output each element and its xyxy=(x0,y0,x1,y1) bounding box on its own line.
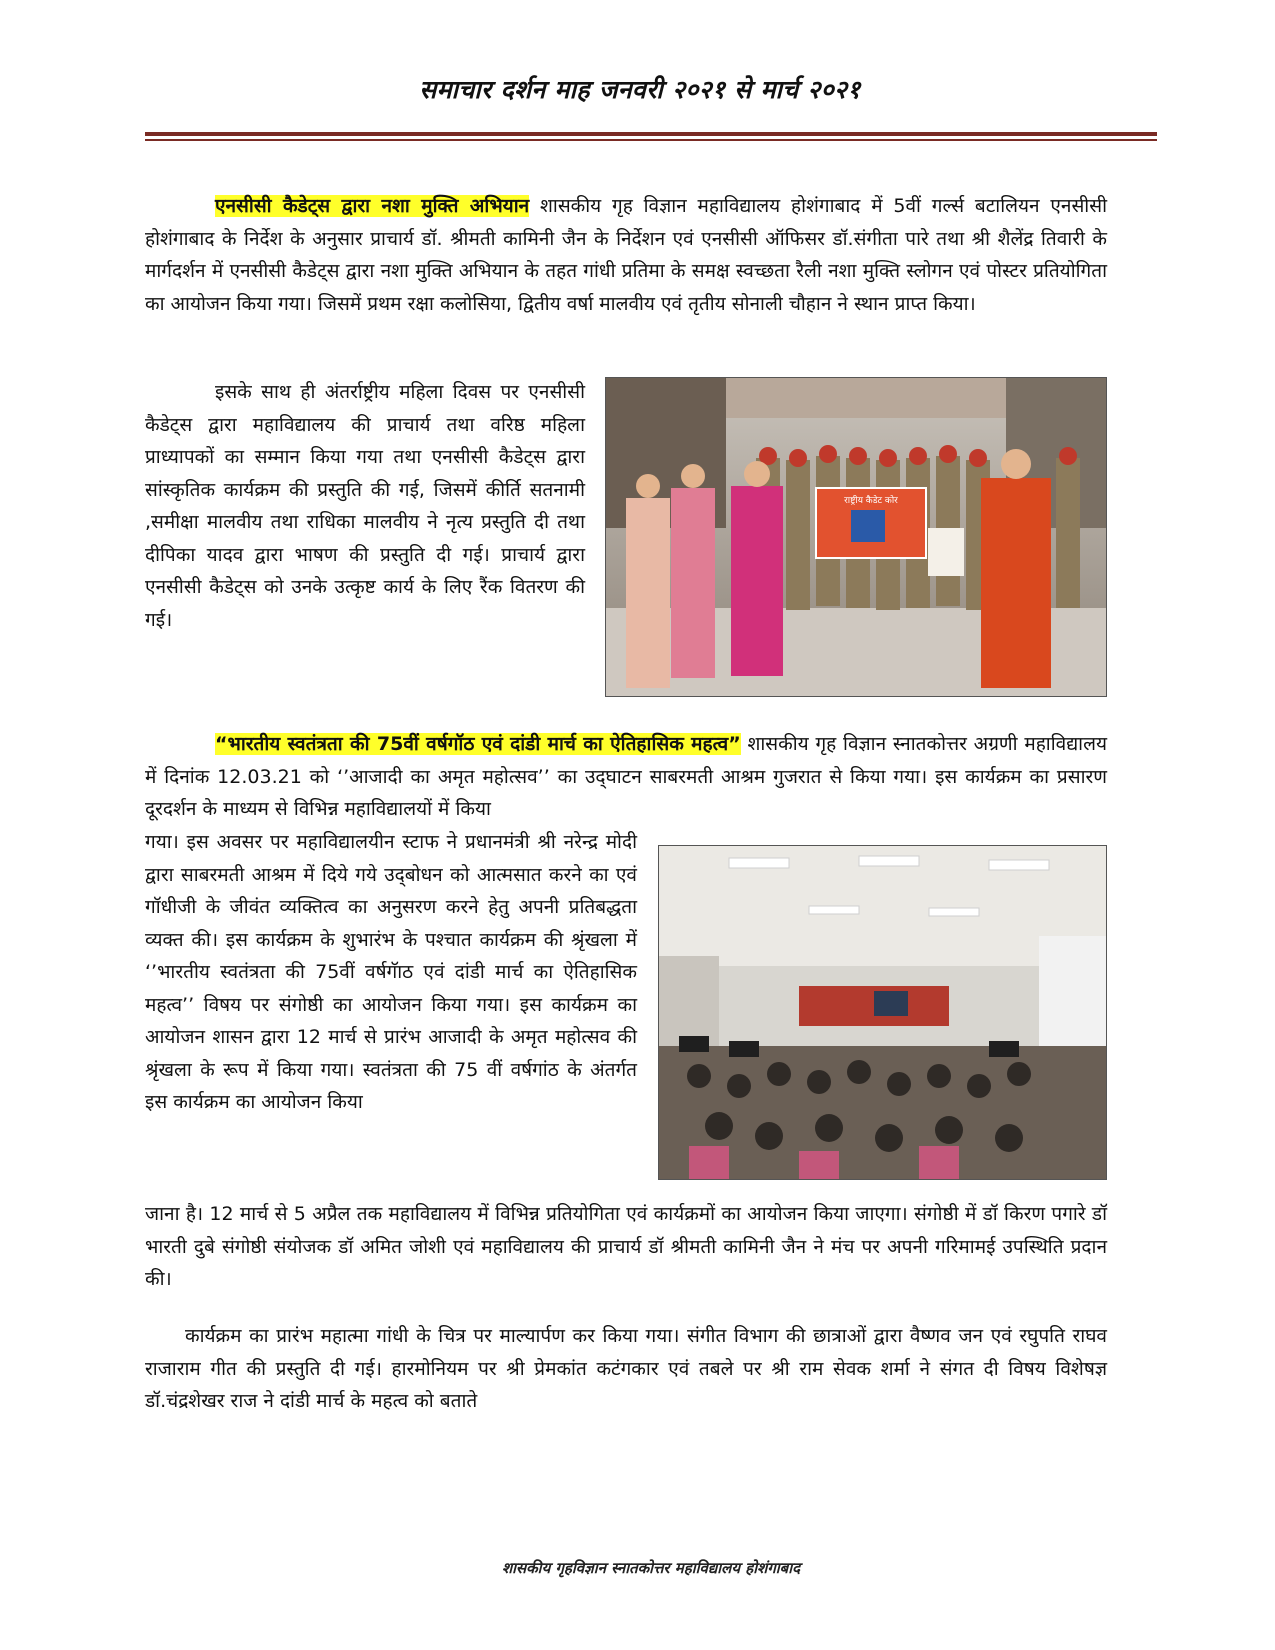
seminar-hall-photo xyxy=(658,845,1107,1180)
ncc-group-photo-image xyxy=(606,378,1106,696)
section-body-ncc-campaign: शासकीय गृह विज्ञान महाविद्यालय होशंगाबाद में 5वीं गर्ल्स बटालियन एनसीसी होशंगाबाद के निर्देश के अनुसार प्राचार्य डॉ. श्रीमती कामिनी जैन के निर्देशन एवं एनसीसी ऑफिसर डॉ.संगीता पारे तथा श्री शैलेंद्र तिवारी के मार्गदर्शन में एनसीसी कैडेट्स द्वारा नशा मुक्ति अभियान के तहत गांधी प्रतिमा के समक्ष स्वच्छता रैली नशा मुक्ति स्लोगन एवं पोस्टर प्रतियोगिता का आयोजन किया गया। जिसमें प्रथम रक्षा कलोसिया, द्वितीय वर्षा मालवीय एवं तृतीय सोनाली चौहान ने स्थान प्राप्त किया। xyxy=(145,195,1107,315)
section-womens-day xyxy=(145,376,585,636)
section-heading-ncc-campaign: एनसीसी कैडेट्स द्वारा नशा मुक्ति अभियान xyxy=(215,195,530,217)
section-azadi-amrit-mahotsav-side xyxy=(145,826,637,1119)
section-heading-75th-anniversary: “भारतीय स्वतंत्रता की 75वीं वर्षगॉठ एवं दांडी मार्च का ऐतिहासिक महत्व” xyxy=(215,733,741,755)
title-rule-thick xyxy=(145,132,1157,136)
page-title: समाचार दर्शन माह जनवरी २०२१ से मार्च २०२१ xyxy=(419,75,861,104)
page-footer: शासकीय गृहविज्ञान स्नातकोत्तर महाविद्यालय होशंगाबाद xyxy=(501,1559,801,1577)
section-program-start xyxy=(145,1320,1107,1418)
section-body-womens-day: इसके साथ ही अंतर्राष्ट्रीय महिला दिवस पर एनसीसी कैडेट्स द्वारा महाविद्यालय की प्राचार्य तथा वरिष्ठ महिला प्राध्यापकों का सम्मान किया गया तथा एनसीसी कैडेट्स द्वारा सांस्कृतिक कार्यक्रम की प्रस्तुति की गई, जिसमें कीर्ति सतनामी ,समीक्षा मालवीय तथा राधिका मालवीय ने नृत्य प्रस्तुति दी तथा दीपिका यादव द्वारा भाषण की प्रस्तुति दी गई। प्राचार्य द्वारा एनसीसी कैडेट्स को उनके उत्कृष्ट कार्य के लिए रैंक वितरण की गई। xyxy=(145,381,585,631)
ncc-banner-text: राष्ट्रीय कैडेट कोर xyxy=(844,496,898,506)
section-body-75th-anniversary-top: शासकीय गृह विज्ञान स्नातकोत्तर अग्रणी महाविद्यालय में दिनांक 12.03.21 को ‘’आजादी का अमृत महोत्सव’’ का उद्‌घाटन साबरमती आश्रम गुजरात से किया गया। इस कार्यक्रम का प्रसारण दूरदर्शन के माध्यम से विभिन्न महाविद्यालयों में किया xyxy=(145,733,1107,820)
seminar-hall-photo-image xyxy=(659,846,1106,1179)
section-body-75th-anniversary-bottom: जाना है। 12 मार्च से 5 अप्रैल तक महाविद्यालय में विभिन्न प्रतियोगिता एवं कार्यक्रमों का आयोजन किया जाएगा। संगोष्ठी में डॉ किरण पगारे डॉ भारती दुबे संगोष्ठी संयोजक डॉ अमित जोशी एवं महाविद्यालय की प्राचार्य डॉ श्रीमती कामिनी जैन ने मंच पर अपनी गरिमामई उपस्थिति प्रदान की। xyxy=(145,1203,1107,1290)
section-body-program-start: कार्यक्रम का प्रारंभ महात्मा गांधी के चित्र पर माल्यार्पण कर किया गया। संगीत विभाग की छात्राओं द्वारा वैष्णव जन एवं रघुपति राघव राजाराम गीत की प्रस्तुति दी गई। हारमोनियम पर श्री प्रेमकांत कटंगकार एवं तबले पर श्री राम सेवक शर्मा ने संगत दी विषय विशेषज्ञ डॉ.चंद्रशेखर राज ने दांडी मार्च के महत्व को बताते xyxy=(145,1325,1107,1412)
section-ncc-drug-free-campaign xyxy=(145,190,1107,320)
section-azadi-amrit-mahotsav-bottom xyxy=(145,1198,1107,1296)
section-body-75th-anniversary-side: गया। इस अवसर पर महाविद्यालयीन स्टाफ ने प्रधानमंत्री श्री नरेन्द्र मोदी द्वारा साबरमती आश्रम में दिये गये उद्‌बोधन को आत्मसात करने का एवं गॉधीजी के जीवंत व्यक्तित्व का अनुसरण करने हेतु अपनी प्रतिबद्धता व्यक्त की। इस कार्यक्रम के शुभारंभ के पश्चात कार्यक्रम की श्रृंखला में ‘’भारतीय स्वतंत्रता की 75वीं वर्षगॅाठ एवं दांडी मार्च का ऐतिहासिक महत्व’’ विषय पर संगोष्ठी का आयोजन किया गया। इस कार्यक्रम का आयोजन शासन द्वारा 12 मार्च से प्रारंभ आजादी के अमृत महोत्सव की श्रृंखला के रूप में किया गया। स्वतंत्रता की 75 वीं वर्षगांठ के अंतर्गत इस कार्यक्रम का आयोजन किया xyxy=(145,831,637,1113)
section-azadi-amrit-mahotsav-intro xyxy=(145,728,1107,826)
title-rule-thin xyxy=(145,139,1157,141)
ncc-group-photo xyxy=(605,377,1107,697)
